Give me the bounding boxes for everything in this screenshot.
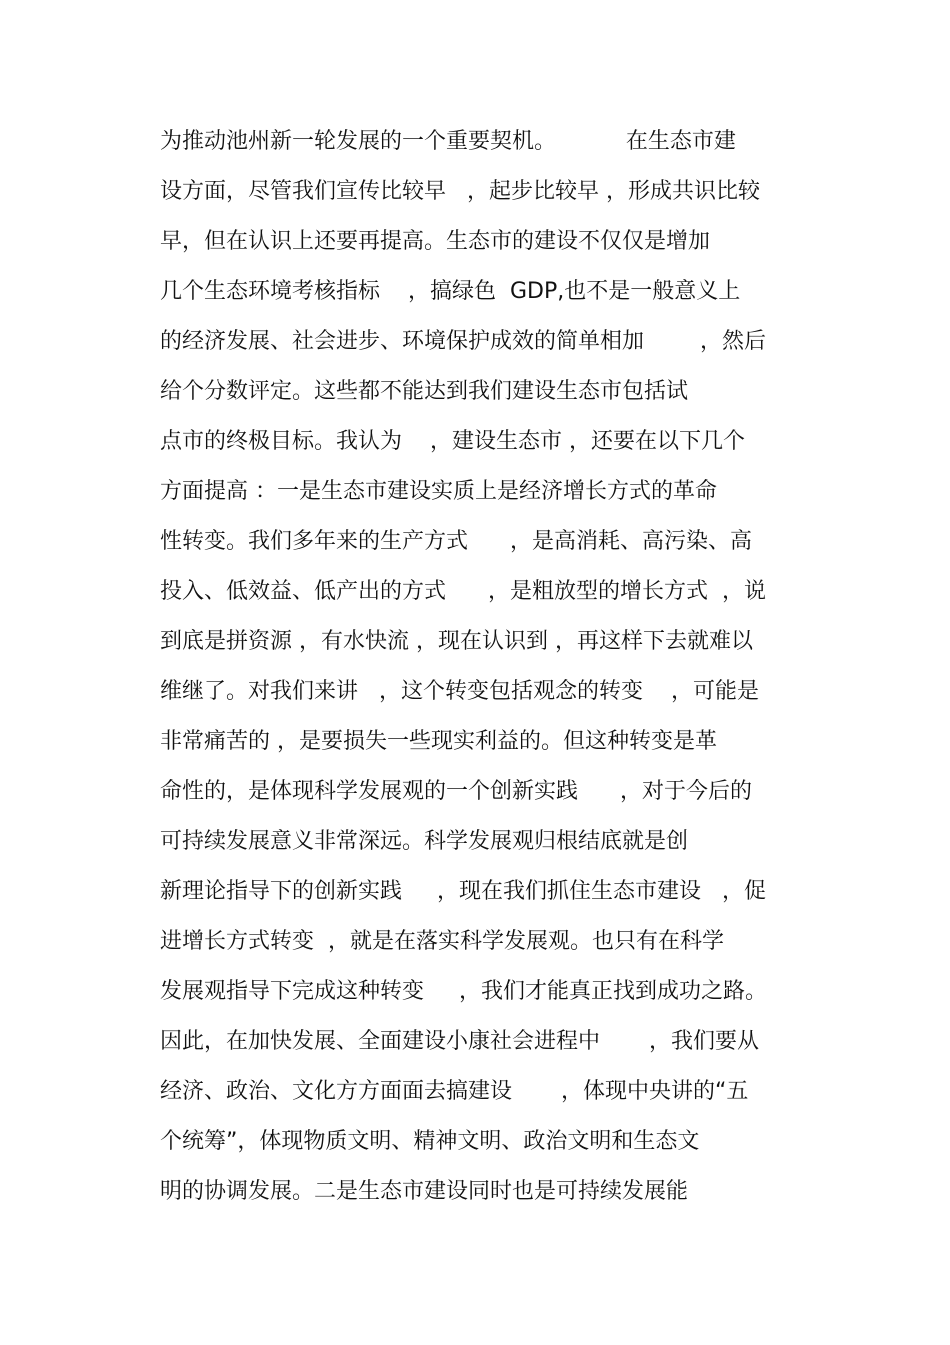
text-line: 为推动池州新一轮发展的一个重要契机。 在生态市建 (160, 129, 736, 154)
text-line: 方面提高 ：一是生态市建设实质上是经济增长方式的革命 (160, 479, 717, 504)
text-line: 的经济发展、社会进步、环境保护成效的简单相加 ，然后 (160, 329, 766, 354)
text-line: 命性的，是体现科学发展观的一个创新实践 ，对于今后的 (160, 779, 752, 804)
text-line: 发展观指导下完成这种转变 ，我们才能真正找到成功之路。 (160, 979, 767, 1004)
text-line: 经济、政治、文化方方面面去搞建设 ，体现中央讲的“五 (160, 1079, 749, 1104)
text-line: 明的协调发展。二是生态市建设同时也是可持续发展能 (160, 1179, 689, 1204)
text-line: 早，但在认识上还要再提高。生态市的建设不仅仅是增加 (160, 229, 711, 254)
text-line: 进增长方式转变 ，就是在落实科学发展观。也只有在科学 (160, 929, 724, 954)
text-line: 到底是拼资源 ，有水快流 ，现在认识到 ，再这样下去就难以 (160, 629, 753, 654)
text-line: 给个分数评定。这些都不能达到我们建设生态市包括试 (160, 379, 689, 404)
text-line: 性转变。我们多年来的生产方式 ，是高消耗、高污染、高 (160, 529, 752, 554)
text-line: 非常痛苦的 ，是要损失一些现实利益的。但这种转变是革 (160, 729, 717, 754)
text-line: 投入、低效益、低产出的方式 ，是粗放型的增长方式 ，说 (160, 579, 766, 604)
text-line: 点市的终极目标。我认为 ，建设生态市 ，还要在以下几个 (160, 429, 745, 454)
text-line: 个统筹”，体现物质文明、精神文明、政治文明和生态文 (160, 1129, 700, 1154)
text-line: 新理论指导下的创新实践 ，现在我们抓住生态市建设 ，促 (160, 879, 766, 904)
text-line: 可持续发展意义非常深远。科学发展观归根结底就是创 (160, 829, 689, 854)
text-line: 设方面，尽管我们宣传比较早 ，起步比较早 ，形成共识比较 (160, 179, 760, 204)
text-line: 几个生态环境考核指标 ，搞绿色 GDP,也不是一般意义上 (160, 279, 741, 304)
text-line: 维继了。对我们来讲 ，这个转变包括观念的转变 ，可能是 (160, 679, 759, 704)
text-line: 因此，在加快发展、全面建设小康社会进程中 ，我们要从 (160, 1029, 759, 1054)
